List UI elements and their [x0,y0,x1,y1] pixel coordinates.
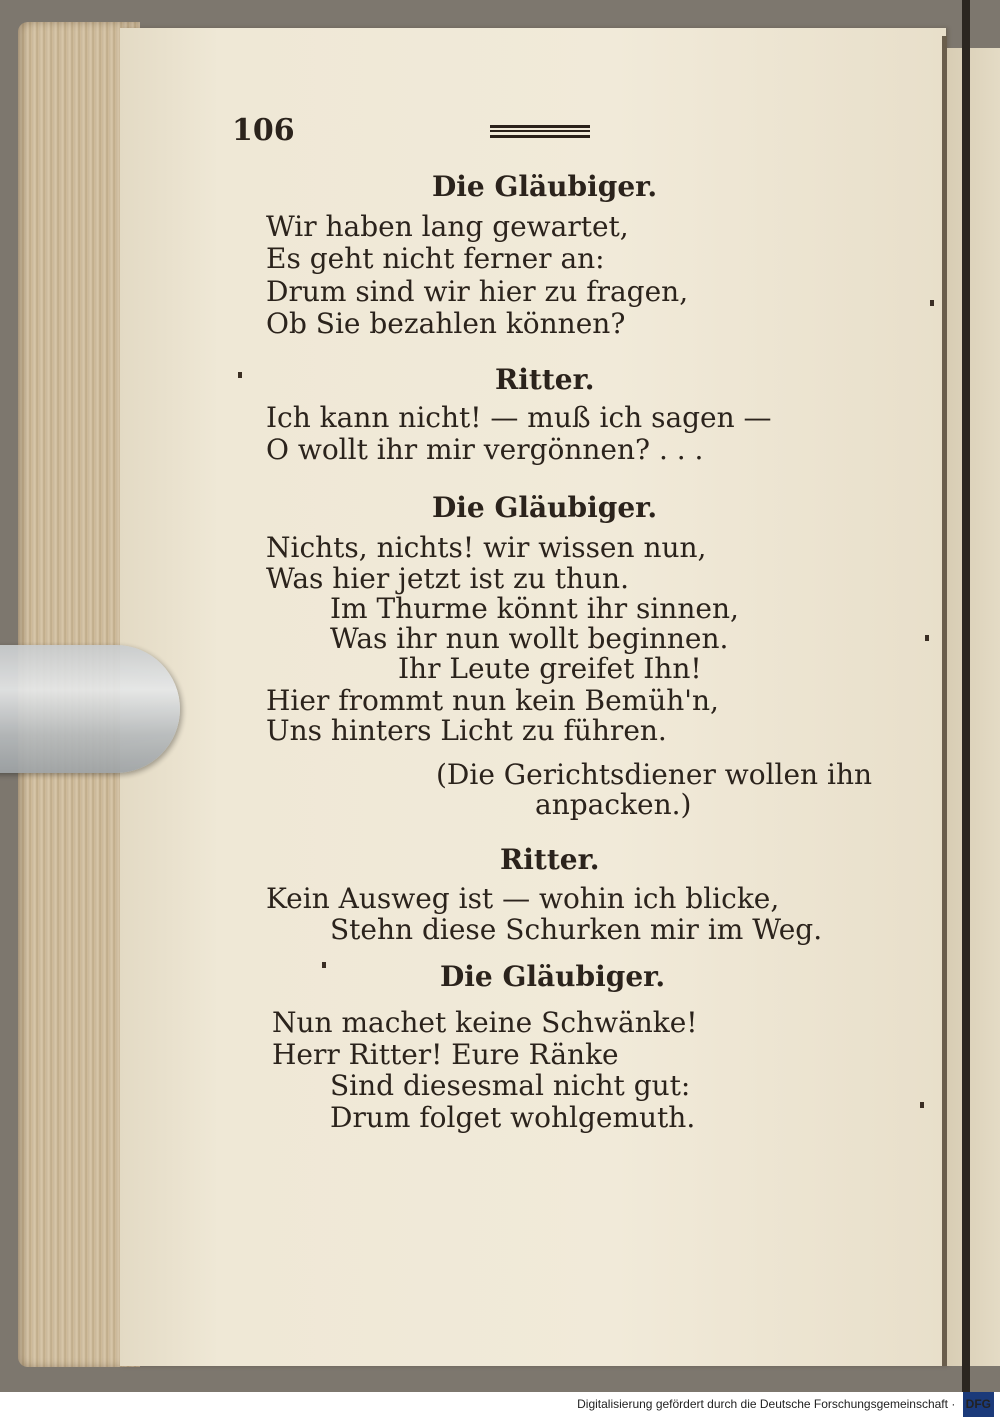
digitization-footer [0,1392,1000,1415]
verse-line: Was hier jetzt ist zu thun. [266,562,629,595]
verse-line: Ob Sie bezahlen können? [266,307,626,340]
speaker-heading: Ritter. [495,363,595,396]
verse-line: Ich kann nicht! — muß ich sagen — [266,401,772,434]
verse-line: Kein Ausweg ist — wohin ich blicke, [266,882,780,915]
verse-line: Hier frommt nun kein Bemüh'n, [266,684,719,717]
verse-line: Drum folget wohlgemuth. [330,1101,696,1134]
verse-line: Es geht nicht ferner an: [266,242,605,275]
ink-speck [930,300,934,306]
footer-separator: · [947,1397,959,1411]
page-holder-clip [0,645,180,773]
footer-credit-text: Digitalisierung gefördert durch die Deutsche Forschungsgemeinschaft [577,1397,948,1411]
speaker-heading: Ritter. [500,843,600,876]
verse-line: Herr Ritter! Eure Ränke [272,1038,619,1071]
ink-speck [238,372,242,378]
verse-line: Was ihr nun wollt beginnen. [330,622,729,655]
verse-line: Drum sind wir hier zu fragen, [266,275,689,308]
stage-direction: (Die Gerichtsdiener wollen ihn [436,758,873,791]
verse-line: Nun machet keine Schwänke! [272,1006,698,1039]
verse-line: Nichts, nichts! wir wissen nun, [266,531,707,564]
ink-speck [322,962,326,968]
ink-speck [925,635,929,641]
facing-page-strip [947,48,1000,1366]
verse-line: Im Thurme könnt ihr sinnen, [330,592,739,625]
ink-speck [920,1102,924,1108]
verse-line: Wir haben lang gewartet, [266,210,629,243]
stage-direction: anpacken.) [535,788,692,821]
verse-line: Uns hinters Licht zu führen. [266,714,667,747]
page-number: 106 [232,113,295,148]
speaker-heading: Die Gläubiger. [432,491,658,524]
dfg-logo-icon: DFG [963,1392,994,1417]
speaker-heading: Die Gläubiger. [440,960,666,993]
verse-line: Ihr Leute greifet Ihn! [398,652,702,685]
verse-line: Stehn diese Schurken mir im Weg. [330,913,823,946]
scan-border [962,0,970,1392]
verse-line: Sind diesesmal nicht gut: [330,1069,691,1102]
verse-line: O wollt ihr mir vergönnen? . . . [266,433,704,466]
speaker-heading: Die Gläubiger. [432,170,658,203]
header-rule-ornament [490,125,590,138]
